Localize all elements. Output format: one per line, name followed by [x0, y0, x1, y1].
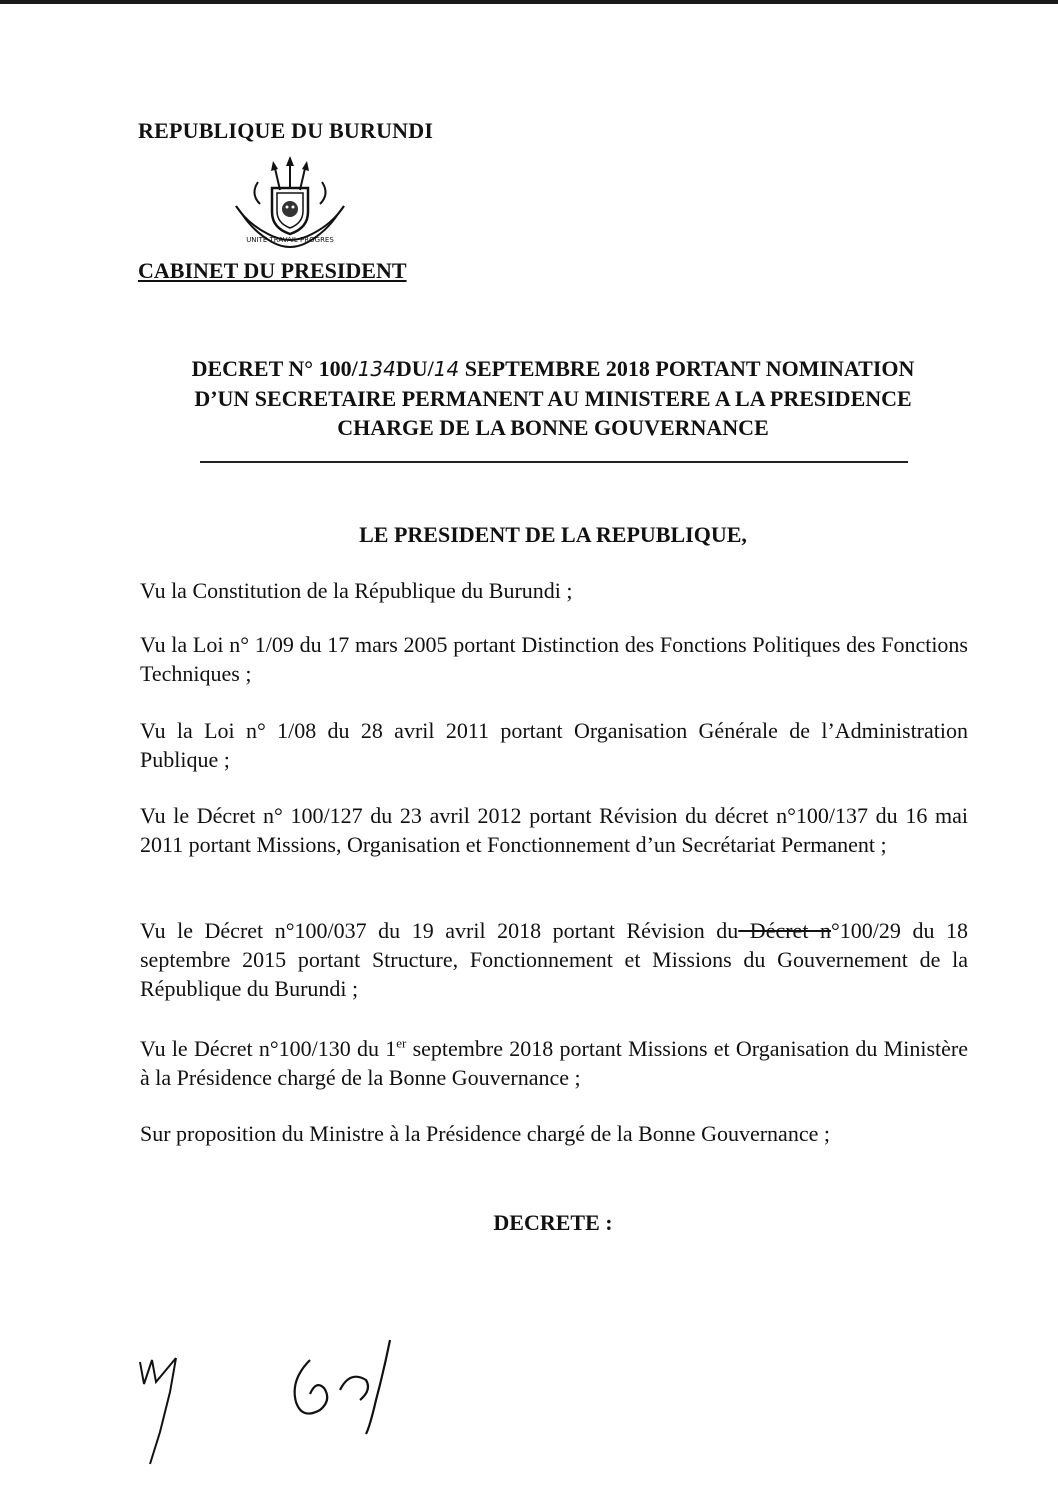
president-heading: LE PRESIDENT DE LA REPUBLIQUE, — [359, 522, 747, 547]
decree-title — [120, 354, 986, 442]
scan-top-edge — [0, 0, 1058, 4]
visa-loi-1-08: Vu la Loi n° 1/08 du 28 avril 2011 portant Organisation Générale de l’Administration Publique ; — [140, 718, 968, 772]
handwritten-signature — [280, 1330, 420, 1440]
visa-loi-1-09: Vu la Loi n° 1/09 du 17 mars 2005 portant Distinction des Fonctions Politiques des Fonctions Techniques ; — [140, 632, 968, 686]
initials-mark — [130, 1352, 190, 1472]
visa-decret-100-130: Vu le Décret n°100/130 du 1er septembre 2018 portant Missions et Organisation du Ministère à la Présidence chargé de la Bonne Gouvernance ; — [140, 1035, 968, 1090]
decrete-heading: DECRETE : — [493, 1210, 613, 1235]
title-line-1: DECRET N° 100/134DU/14 SEPTEMBRE 2018 PORTANT NOMINATION — [191, 356, 915, 381]
handwritten-decree-number: 134 — [357, 357, 396, 381]
coat-of-arms-emblem — [228, 154, 352, 254]
title-divider — [200, 461, 908, 463]
visa-constitution: Vu la Constitution de la République du Burundi ; — [140, 578, 573, 603]
country-header: REPUBLIQUE DU BURUNDI — [138, 118, 434, 143]
emblem-motto: UNITE TRAVAIL PROGRES — [246, 236, 334, 244]
visa-proposition: Sur proposition du Ministre à la Présidence chargé de la Bonne Gouvernance ; — [140, 1121, 830, 1146]
handwritten-day: 14 — [433, 357, 460, 381]
visa-decret-100-127: Vu le Décret n° 100/127 du 23 avril 2012 portant Révision du décret n°100/137 du 16 mai 2011 portant Missions, Organisation et Fonctionnement d’un Secrétariat Permanent ; — [140, 803, 968, 857]
visa-decret-100-037: Vu le Décret n°100/037 du 19 avril 2018 portant Révision du Décret n°100/29 du 18 septembre 2015 portant Structure, Fonctionnement et Missions du Gouvernement de la République du Burundi ; — [140, 918, 968, 1001]
title-line-2: D’UN SECRETAIRE PERMANENT AU MINISTERE A LA PRESIDENCE — [194, 386, 912, 411]
struck-text: Décret n — [738, 918, 831, 943]
office-header: CABINET DU PRESIDENT — [138, 258, 407, 283]
title-line-3: CHARGE DE LA BONNE GOUVERNANCE — [337, 415, 769, 440]
